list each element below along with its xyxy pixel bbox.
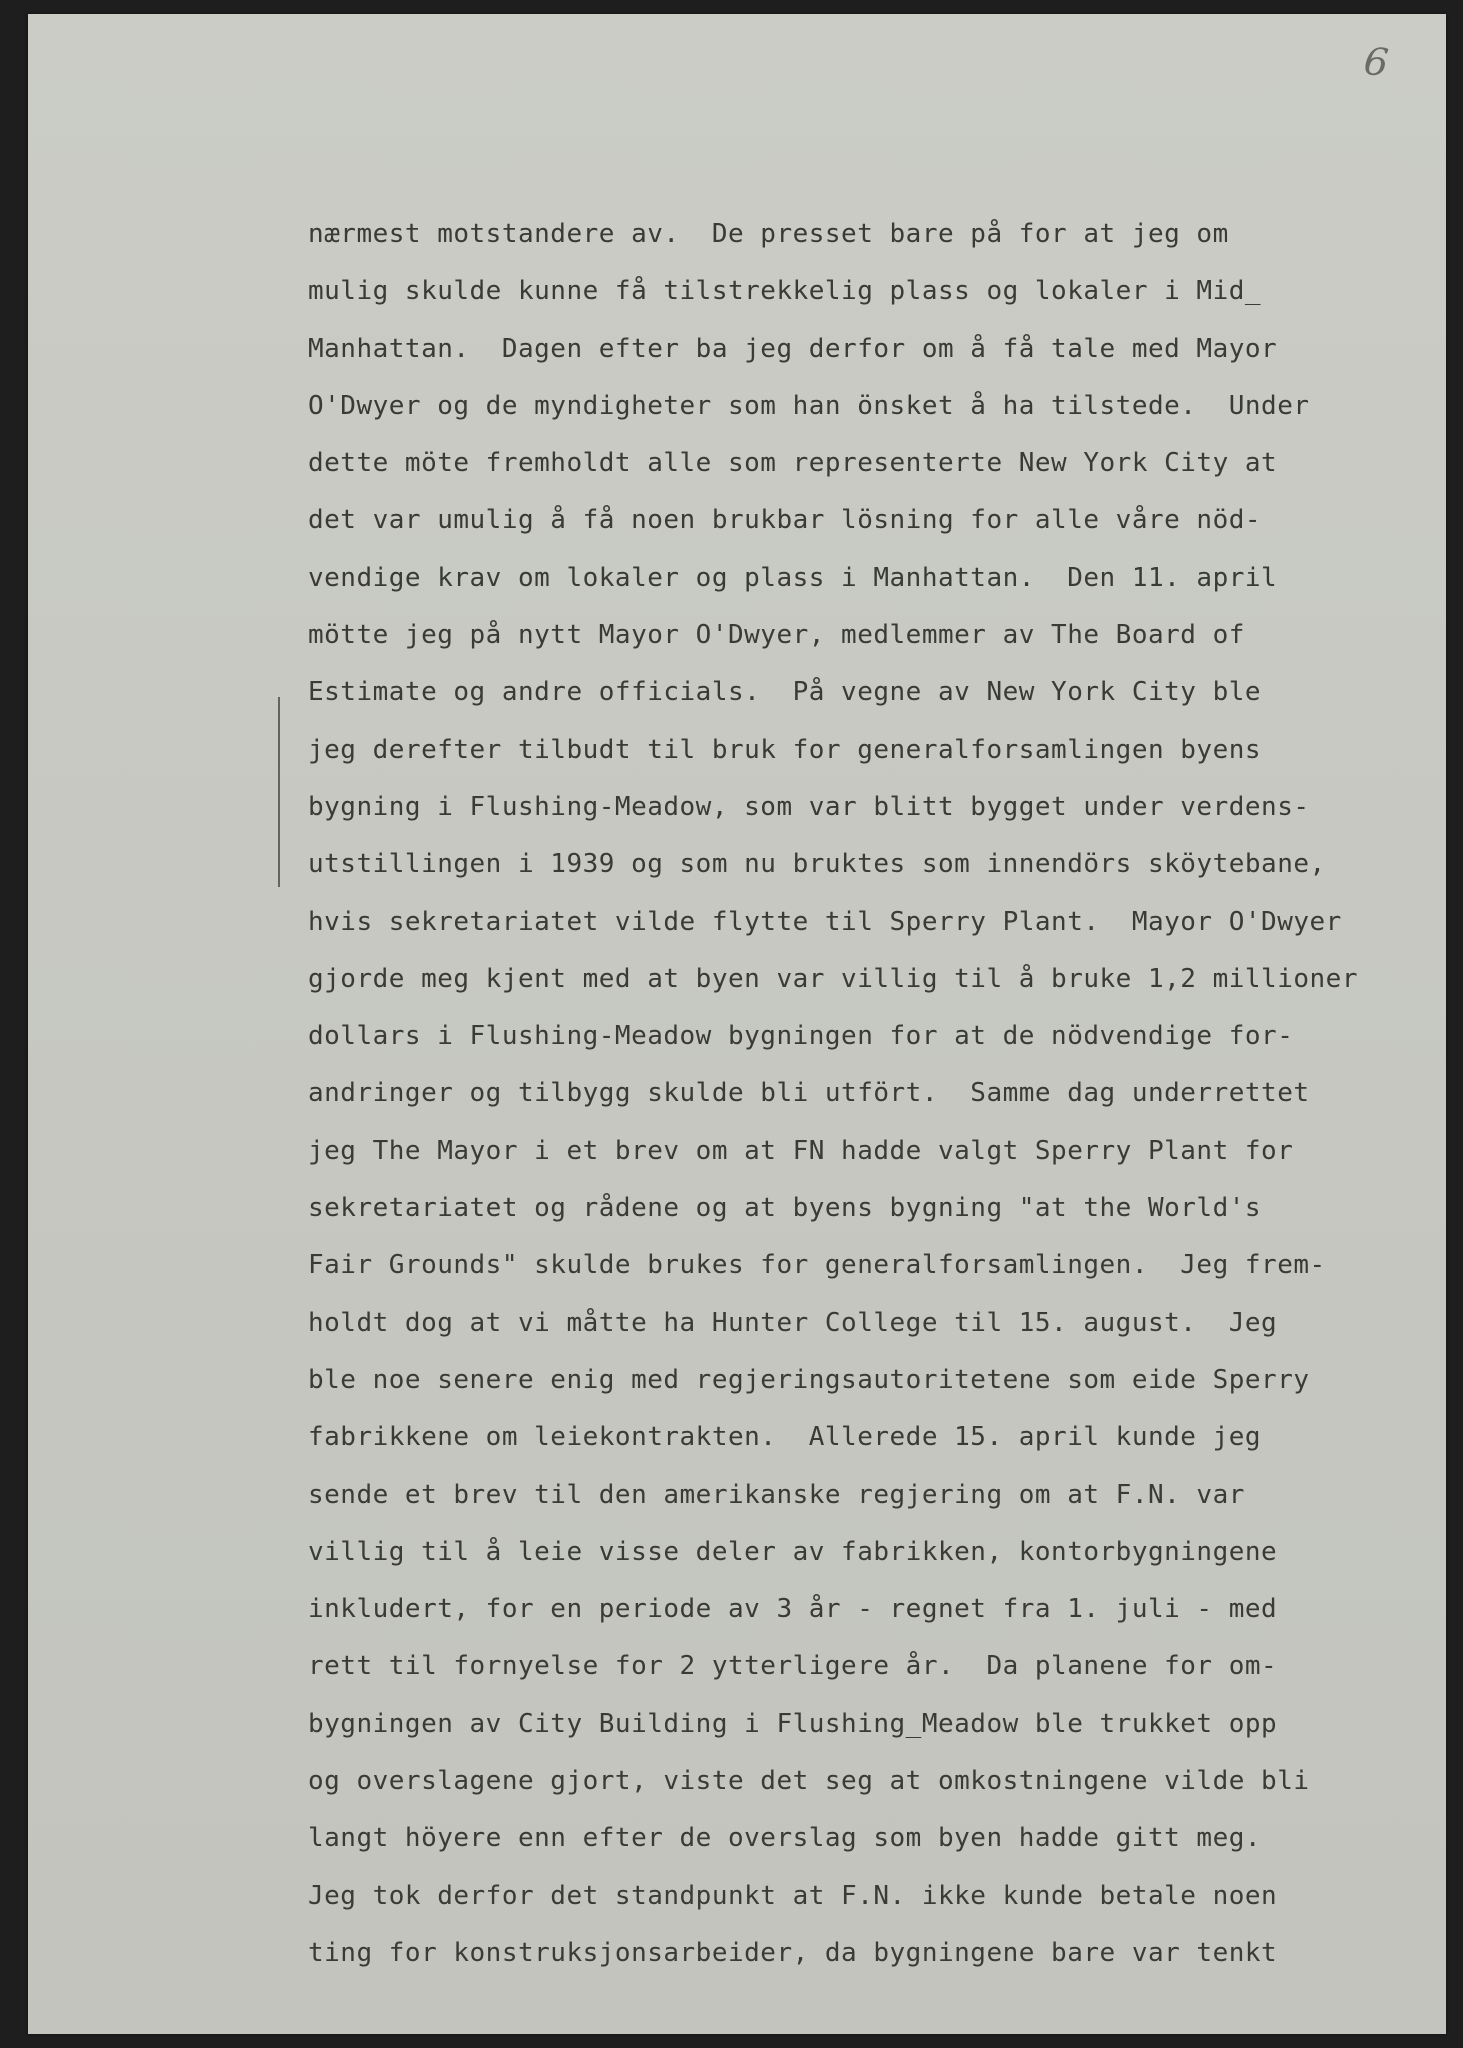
text-line: sende et brev til den amerikanske regjering om at F.N. var xyxy=(308,1479,1245,1510)
text-line: sekretariatet og rådene og at byens bygning "at the World's xyxy=(308,1193,1262,1224)
text-line: nærmest motstandere av. De presset bare på for at jeg om xyxy=(308,219,1229,249)
text-line: Estimate og andre officials. På vegne av New York City ble xyxy=(308,677,1262,708)
text-line: jeg The Mayor i et brev om at FN hadde valgt Sperry Plant for xyxy=(308,1135,1294,1166)
text-line: dollars i Flushing-Meadow bygningen for at de nödvendige for- xyxy=(308,1021,1294,1052)
text-line: ble noe senere enig med regjeringsautoritetene som eide Sperry xyxy=(308,1364,1310,1395)
text-line: ting for konstruksjonsarbeider, da bygningene bare var tenkt xyxy=(308,1937,1278,1968)
text-line: holdt dog at vi måtte ha Hunter College til 15. august. Jeg xyxy=(308,1307,1278,1338)
text-line: gjorde meg kjent med at byen var villig til å bruke 1,2 millioner xyxy=(308,963,1358,994)
text-line: Manhattan. Dagen efter ba jeg derfor om å få tale med Mayor xyxy=(308,333,1278,364)
text-line: inkludert, for en periode av 3 år - regnet fra 1. juli - med xyxy=(308,1594,1278,1625)
text-line: O'Dwyer og de myndigheter som han önsket å ha tilstede. Under xyxy=(308,390,1310,421)
text-line: vendige krav om lokaler og plass i Manhattan. Den 11. april xyxy=(308,562,1278,593)
text-line: mulig skulde kunne få tilstrekkelig plass og lokaler i Mid_ xyxy=(308,276,1262,307)
text-line: Jeg tok derfor det standpunkt at F.N. ikke kunde betale noen xyxy=(308,1880,1278,1911)
text-line: hvis sekretariatet vilde flytte til Sperry Plant. Mayor O'Dwyer xyxy=(308,906,1342,937)
margin-mark xyxy=(278,697,280,887)
text-line: langt höyere enn efter de overslag som byen hadde gitt meg. xyxy=(308,1823,1262,1854)
text-line: Fair Grounds" skulde brukes for generalforsamlingen. Jeg frem- xyxy=(308,1250,1326,1281)
text-line: mötte jeg på nytt Mayor O'Dwyer, medlemmer av The Board of xyxy=(308,620,1245,651)
text-line: det var umulig å få noen brukbar lösning for alle våre nöd- xyxy=(308,505,1262,536)
text-line: utstillingen i 1939 og som nu bruktes som innendörs sköytebane, xyxy=(308,849,1326,880)
text-line: bygning i Flushing-Meadow, som var blitt bygget under verdens- xyxy=(308,791,1310,822)
text-line: jeg derefter tilbudt til bruk for generalforsamlingen byens xyxy=(308,734,1262,765)
text-line: fabrikkene om leiekontrakten. Allerede 15. april kunde jeg xyxy=(308,1422,1262,1453)
text-line: bygningen av City Building i Flushing_Meadow ble trukket opp xyxy=(308,1708,1278,1739)
document-page xyxy=(28,14,1446,2034)
text-line: andringer og tilbygg skulde bli utfört. Samme dag underrettet xyxy=(308,1078,1310,1109)
text-line: villig til å leie visse deler av fabrikken, kontorbygningene xyxy=(308,1536,1278,1567)
text-line: og overslagene gjort, viste det seg at omkostningene vilde bli xyxy=(308,1766,1310,1797)
typewritten-text xyxy=(308,206,1438,1982)
text-line: rett til fornyelse for 2 ytterligere år. Da planene for om- xyxy=(308,1651,1278,1682)
page-number: 6 xyxy=(1361,38,1391,86)
text-line: dette möte fremholdt alle som representerte New York City at xyxy=(308,448,1278,479)
